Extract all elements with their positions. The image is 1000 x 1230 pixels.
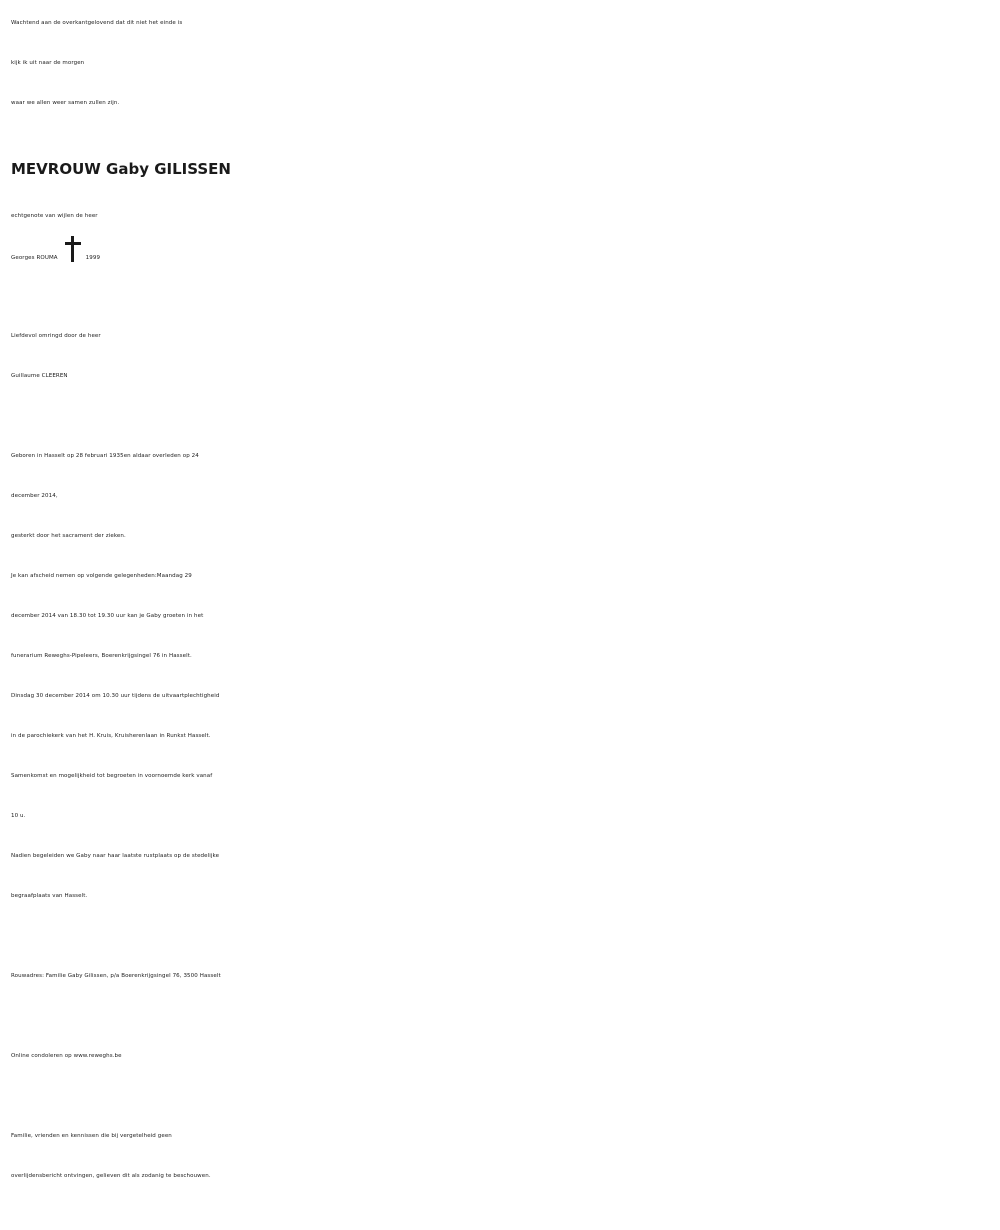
- details-line-6: funerarium Reweghs-Pipeleers, Boerenkrijgsingel 76 in Hasselt.: [11, 653, 192, 659]
- details-line-9: Samenkomst en mogelijkheid tot begroeten in voornoemde kerk vanaf: [11, 773, 213, 779]
- address-section: [11, 956, 991, 996]
- details-line-12: begraafplaats van Hasselt.: [11, 893, 88, 899]
- companion-section: [11, 316, 991, 396]
- details-line-3: gesterkt door het sacrament der zieken.: [11, 533, 126, 539]
- closing-section: [11, 1116, 991, 1196]
- spouse-line: [11, 236, 991, 276]
- deceased-name: MEVROUW Gaby GILISSEN: [11, 160, 231, 178]
- details-line-7: Dinsdag 30 december 2014 om 10.30 uur tijdens de uitvaartplechtigheid: [11, 693, 220, 699]
- mourning-address: Rouwadres: Familie Gaby Gilissen, p/a Boerenkrijgsingel 76, 3500 Hasselt: [11, 973, 221, 979]
- online-condolence: Online condoleren op www.reweghs.be: [11, 1053, 122, 1059]
- details-section: [11, 436, 991, 916]
- poem-line-2: kijk ik uit naar de morgen: [11, 60, 85, 66]
- latin-cross-icon: [64, 236, 82, 262]
- details-line-1: Geboren in Hasselt op 28 februari 1935en aldaar overleden op 24: [11, 453, 199, 459]
- poem-line-1: Wachtend aan de overkantgelovend dat dit niet het einde is: [11, 20, 183, 26]
- online-section: [11, 1036, 991, 1076]
- obituary-document: [11, 3, 991, 1196]
- closing-line-1: Familie, vrienden en kennissen die bij vergetelheid geen: [11, 1133, 172, 1139]
- details-line-11: Nadien begeleiden we Gaby naar haar laatste rustplaats op de stedelijke: [11, 853, 220, 859]
- spacer: [11, 396, 991, 436]
- spacer: [11, 123, 991, 146]
- details-line-10: 10 u.: [11, 813, 26, 819]
- details-line-2: december 2014,: [11, 493, 58, 499]
- relation-line: echtgenote van wijlen de heer: [11, 213, 98, 219]
- spacer: [11, 1076, 991, 1116]
- spouse-death-year: 1999: [85, 255, 101, 261]
- spacer: [11, 276, 991, 316]
- spacer: [11, 996, 991, 1036]
- poem-section: [11, 3, 991, 123]
- closing-line-2: overlijdensbericht ontvingen, gelieven dit als zodanig te beschouwen.: [11, 1173, 211, 1179]
- details-line-4: Je kan afscheid nemen op volgende gelegenheden:Maandag 29: [11, 573, 192, 579]
- spouse-name: Georges ROUMA: [11, 255, 58, 261]
- spacer: [11, 916, 991, 956]
- companion-line-1: Liefdevol omringd door de heer: [11, 333, 101, 339]
- poem-line-3: waar we allen weer samen zullen zijn.: [11, 100, 120, 106]
- deceased-section: [11, 146, 991, 276]
- details-line-8: in de parochiekerk van het H. Kruis, Kruisherenlaan in Runkst Hasselt.: [11, 733, 211, 739]
- details-line-5: december 2014 van 18.30 tot 19.30 uur kan je Gaby groeten in het: [11, 613, 204, 619]
- companion-line-2: Guillaume CLEEREN: [11, 373, 68, 379]
